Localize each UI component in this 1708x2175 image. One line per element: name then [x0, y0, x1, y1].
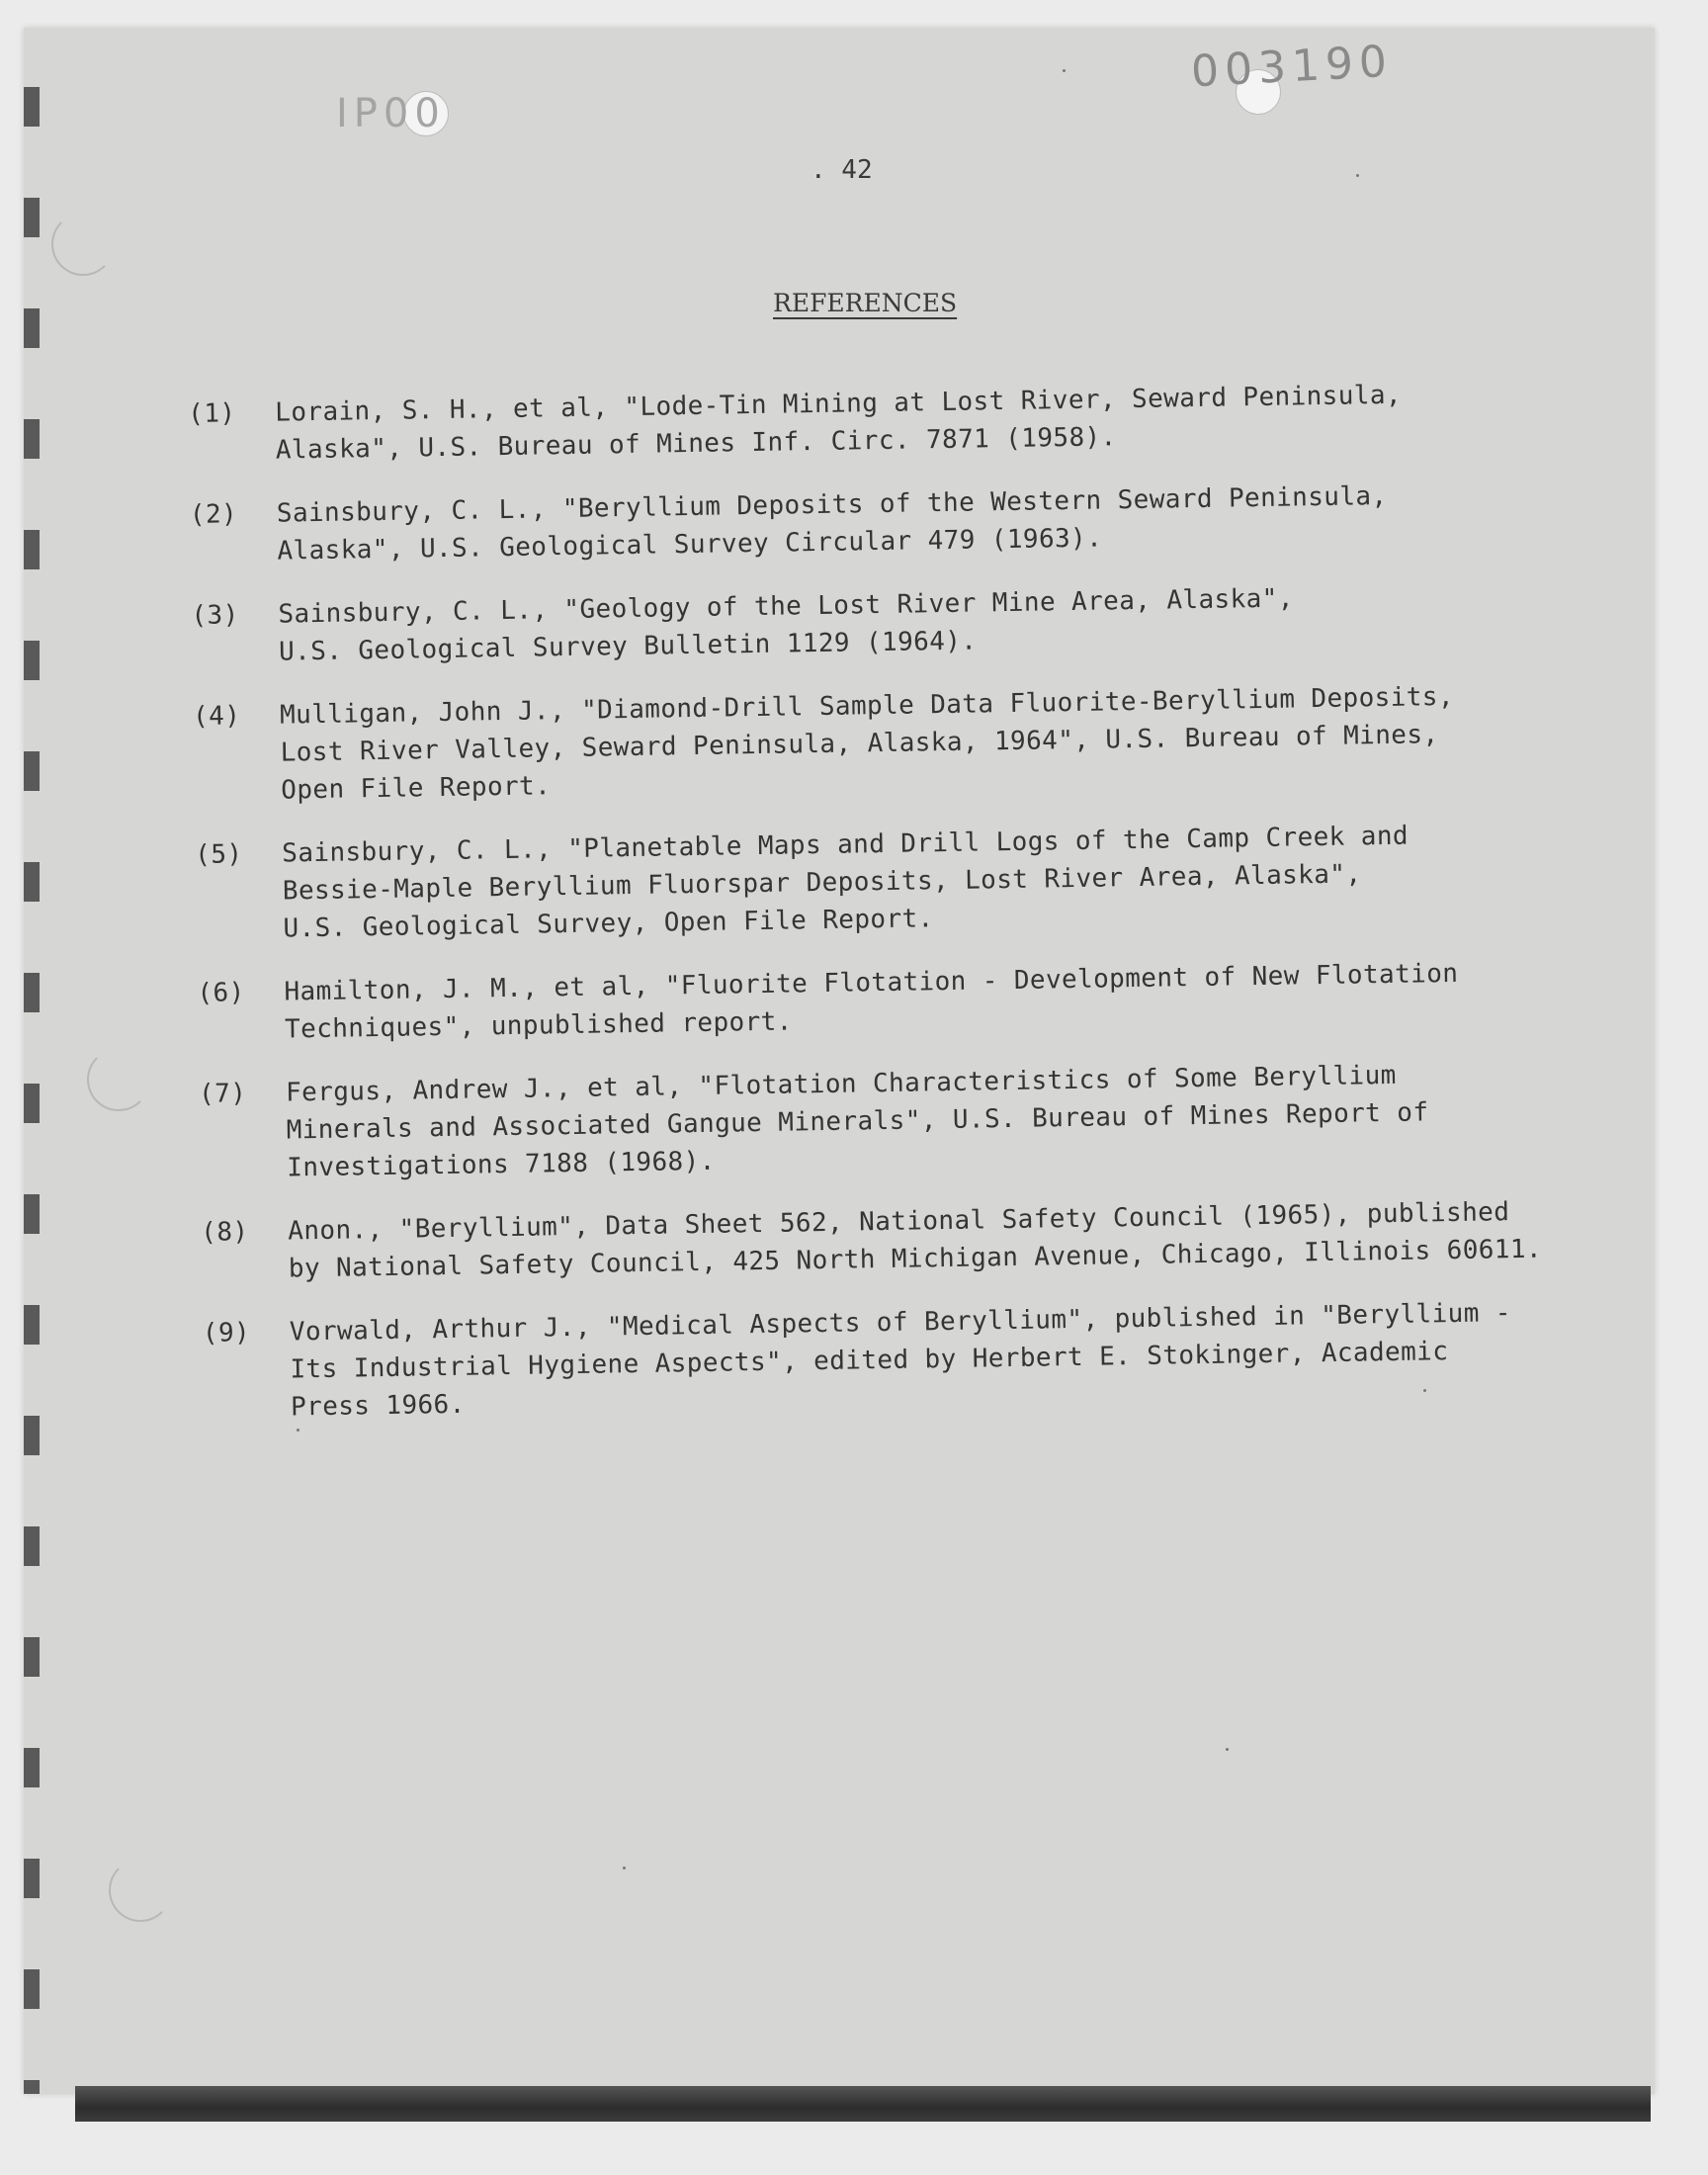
reference-line: Lorain, S. H., et al, "Lode-Tin Mining at Lost River, Seward Peninsula,: [275, 380, 1403, 428]
reference-line: Press 1966.: [290, 1389, 466, 1423]
reference-line: Mulligan, John J., "Diamond-Drill Sample Data Fluorite-Beryllium Deposits,: [279, 681, 1455, 731]
reference-line: Bessie-Maple Beryllium Fluorspar Deposits, Lost River Area, Alaska",: [282, 859, 1362, 907]
reference-line: Investigations 7188 (1968).: [287, 1146, 716, 1183]
binding-edge: [24, 28, 40, 2094]
reference-line: Minerals and Associated Gangue Minerals", U.S. Bureau of Mines Report of: [286, 1097, 1429, 1146]
scan-speck: [1423, 1389, 1426, 1392]
reference-number: (6): [197, 978, 245, 1008]
reference-line: Lost River Valley, Seward Peninsula, Alaska, 1964", U.S. Bureau of Mines,: [280, 720, 1439, 768]
reference-line: Its Industrial Hygiene Aspects", edited by Herbert E. Stokinger, Academic: [290, 1337, 1449, 1385]
reference-number: (2): [189, 499, 238, 530]
reference-item: [195, 814, 1650, 949]
stamp-right: 003190: [1189, 36, 1395, 98]
punch-arc-middle: [87, 1048, 150, 1111]
reference-item: [203, 1292, 1658, 1428]
reference-line: Fergus, Andrew J., et al, "Flotation Characteristics of Some Beryllium: [285, 1060, 1397, 1108]
reference-item: [201, 1191, 1655, 1289]
reference-number: (9): [202, 1318, 251, 1348]
references-heading: REFERENCES: [773, 289, 958, 317]
reference-line: Alaska", U.S. Bureau of Mines Inf. Circ. 7871 (1958).: [275, 422, 1117, 466]
reference-line: Sainsbury, C. L., "Geology of the Lost River Mine Area, Alaska",: [278, 583, 1295, 630]
scan-speck: [623, 1867, 626, 1870]
reference-line: Hamilton, J. M., et al, "Fluorite Flotation - Development of New Flotation: [284, 958, 1459, 1007]
reference-number: (8): [201, 1217, 249, 1248]
reference-line: U.S. Geological Survey Bulletin 1129 (1964).: [278, 626, 978, 667]
reference-item: [191, 574, 1645, 672]
scan-speck: [1226, 1748, 1229, 1751]
scan-edge-shadow: [75, 2086, 1651, 2122]
reference-line: Sainsbury, C. L., "Planetable Maps and Drill Logs of the Camp Creek and: [282, 821, 1409, 869]
reference-line: Anon., "Beryllium", Data Sheet 562, National Safety Council (1965), published: [288, 1197, 1510, 1247]
stamp-left: IP00: [336, 91, 446, 136]
reference-line: Open File Report.: [281, 771, 552, 806]
scan-speck: [1063, 69, 1066, 72]
reference-line: by National Safety Council, 425 North Michigan Avenue, Chicago, Illinois 60611.: [288, 1234, 1543, 1284]
reference-number: (3): [191, 600, 239, 631]
page-number: . 42: [811, 155, 873, 185]
reference-line: Sainsbury, C. L., "Beryllium Deposits of the Western Seward Peninsula,: [276, 480, 1388, 529]
reference-line: Vorwald, Arthur J., "Medical Aspects of Beryllium", published in "Beryllium -: [289, 1298, 1512, 1348]
reference-item: [197, 952, 1651, 1050]
reference-item: [193, 675, 1648, 811]
reference-number: (7): [198, 1079, 247, 1109]
reference-number: (5): [195, 839, 243, 870]
reference-number: (4): [192, 701, 241, 732]
reference-item: [199, 1053, 1654, 1188]
punch-arc-bottom: [109, 1859, 172, 1922]
reference-line: Techniques", unpublished report.: [284, 1006, 793, 1045]
references-list: [188, 373, 1658, 1453]
punch-arc-top: [51, 213, 115, 276]
scan-speck: [297, 1429, 299, 1432]
reference-line: Alaska", U.S. Geological Survey Circular 479 (1963).: [277, 523, 1103, 566]
reference-number: (1): [188, 398, 236, 429]
scan-speck: [1356, 174, 1359, 177]
reference-item: [190, 474, 1644, 571]
reference-line: U.S. Geological Survey, Open File Report.: [283, 904, 934, 944]
